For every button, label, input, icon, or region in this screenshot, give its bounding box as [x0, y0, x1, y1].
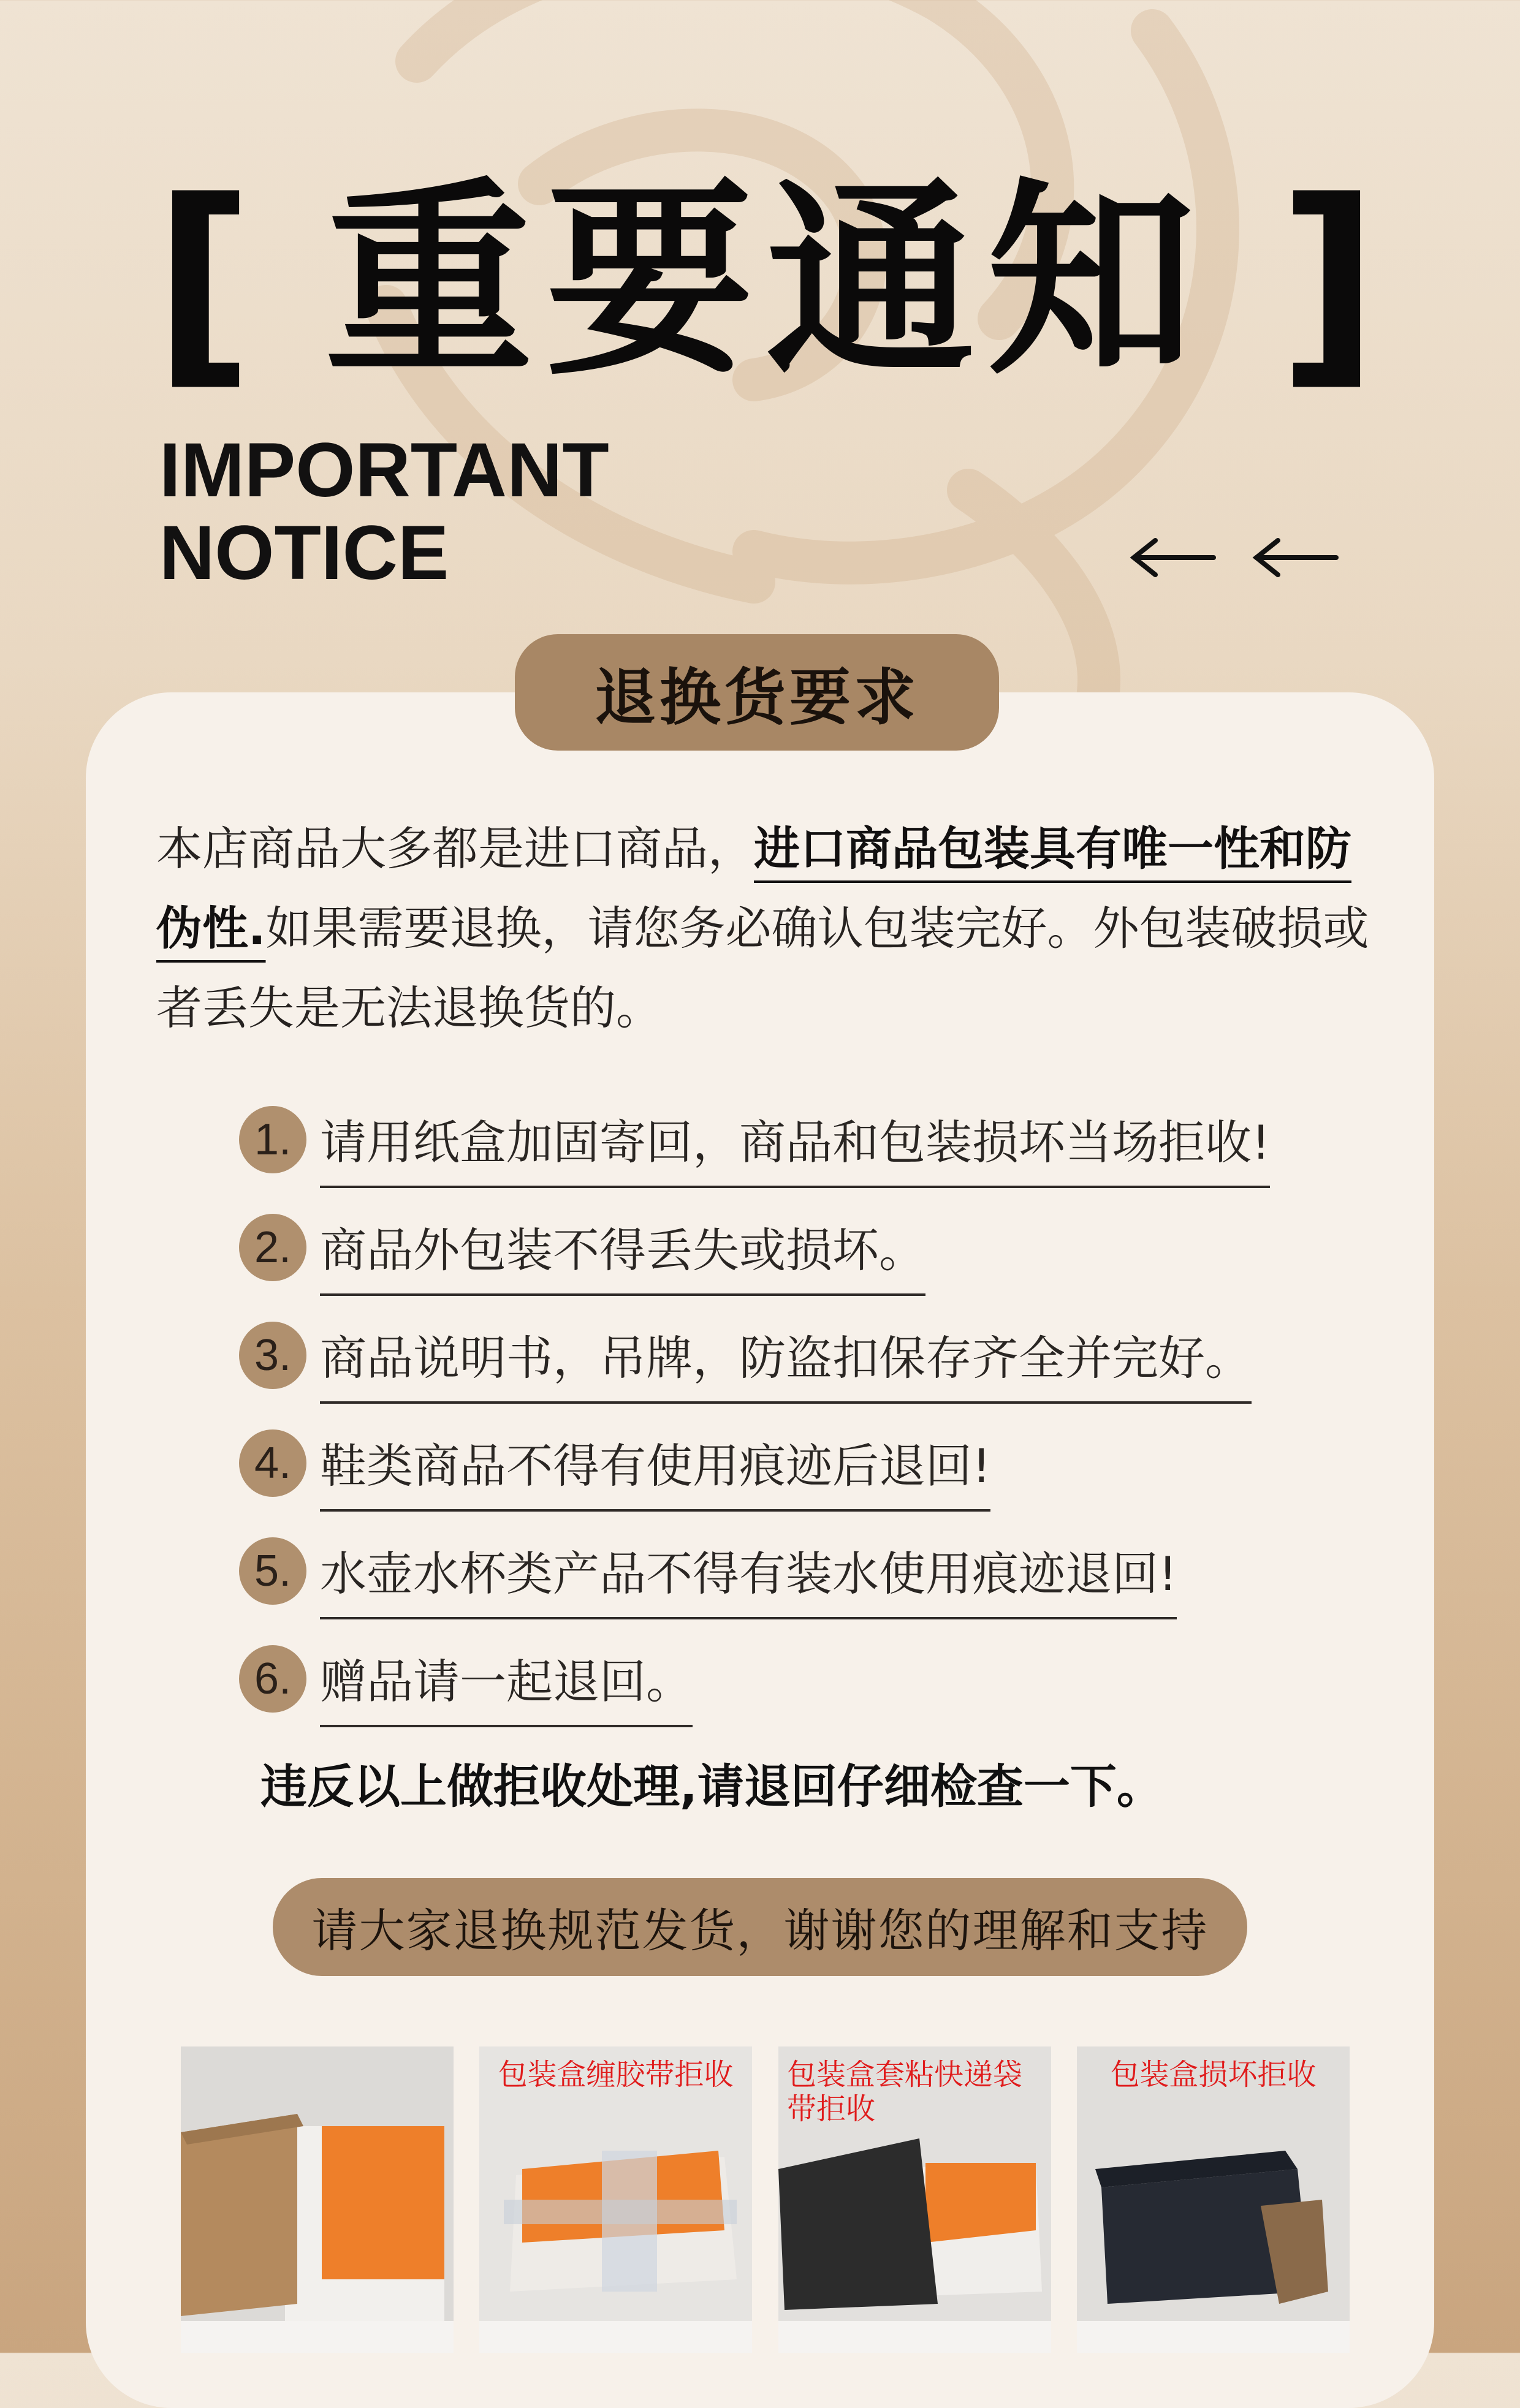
number-badge: 6. [239, 1645, 306, 1713]
list-item [239, 1417, 990, 1509]
subtitle-line-2: NOTICE [159, 510, 449, 596]
intro-paragraph [156, 809, 1394, 1048]
warning-text: 违反以上做拒收处理,请退回仔细检查一下。 [260, 1759, 1163, 1814]
arrow-left-icon [1256, 540, 1336, 575]
thanks-banner [273, 1878, 1247, 1976]
photo-example-2 [479, 2046, 752, 2353]
arrows-decoration [1122, 527, 1355, 588]
photo-caption: 包装盒套粘快递袋带拒收 [787, 2058, 1023, 2126]
list-item [239, 1309, 1252, 1401]
bracket-close: ] [1278, 153, 1379, 410]
photo-example-4 [1077, 2046, 1350, 2353]
intro-text-b: 如果需要退换，请您务必确认包装完好。外包装破损或者丢失是无法退换货的。 [156, 901, 1369, 1035]
rule-text: 商品外包装不得丢失或损坏。 [320, 1213, 925, 1296]
rule-text: 商品说明书，吊牌，防盗扣保存齐全并完好。 [320, 1321, 1252, 1404]
headline [153, 153, 1379, 410]
photo-strip [479, 2321, 752, 2353]
photo-example-3 [778, 2046, 1051, 2353]
number-badge: 2. [239, 1214, 306, 1281]
photo-caption: 包装盒缠胶带拒收 [498, 2058, 734, 2092]
rule-text: 赠品请一起退回。 [320, 1645, 693, 1727]
intro-text-bold: 进口商品包装具有唯一性和防伪性. [156, 822, 1352, 955]
thanks-text: 请大家退换规范发货，谢谢您的理解和支持 [311, 1903, 1209, 1958]
section-title-pill [515, 634, 999, 751]
bracket-open: [ [153, 153, 254, 410]
list-item [239, 1202, 925, 1293]
photo-strip [778, 2321, 1051, 2353]
section-title: 退换货要求 [595, 662, 919, 733]
photo-strip [1077, 2321, 1350, 2353]
list-item [239, 1525, 1177, 1617]
number-badge: 4. [239, 1429, 306, 1497]
shoebox-image [181, 2046, 454, 2353]
photo-strip [181, 2321, 454, 2353]
photo-caption: 包装盒损坏拒收 [1110, 2058, 1317, 2092]
list-item [239, 1094, 1270, 1186]
number-badge: 3. [239, 1322, 306, 1389]
subtitle-line-1: IMPORTANT [159, 428, 609, 513]
number-badge: 1. [239, 1106, 306, 1173]
rule-text: 鞋类商品不得有使用痕迹后退回! [320, 1429, 990, 1512]
page-title: 重要通知 [325, 161, 1207, 403]
list-item [239, 1633, 693, 1725]
example-photos [181, 2046, 1348, 2353]
photo-example-1 [181, 2046, 454, 2353]
rule-text: 水壶水杯类产品不得有装水使用痕迹退回! [320, 1537, 1177, 1619]
damaged-box-image [1077, 2046, 1350, 2353]
intro-text-a: 本店商品大多都是进口商品， [156, 822, 754, 876]
rule-text: 请用纸盒加固寄回，商品和包装损坏当场拒收! [320, 1105, 1270, 1188]
page-subtitle [159, 429, 609, 594]
taped-box-image [479, 2046, 752, 2353]
arrow-left-icon [1134, 540, 1214, 575]
number-badge: 5. [239, 1537, 306, 1605]
